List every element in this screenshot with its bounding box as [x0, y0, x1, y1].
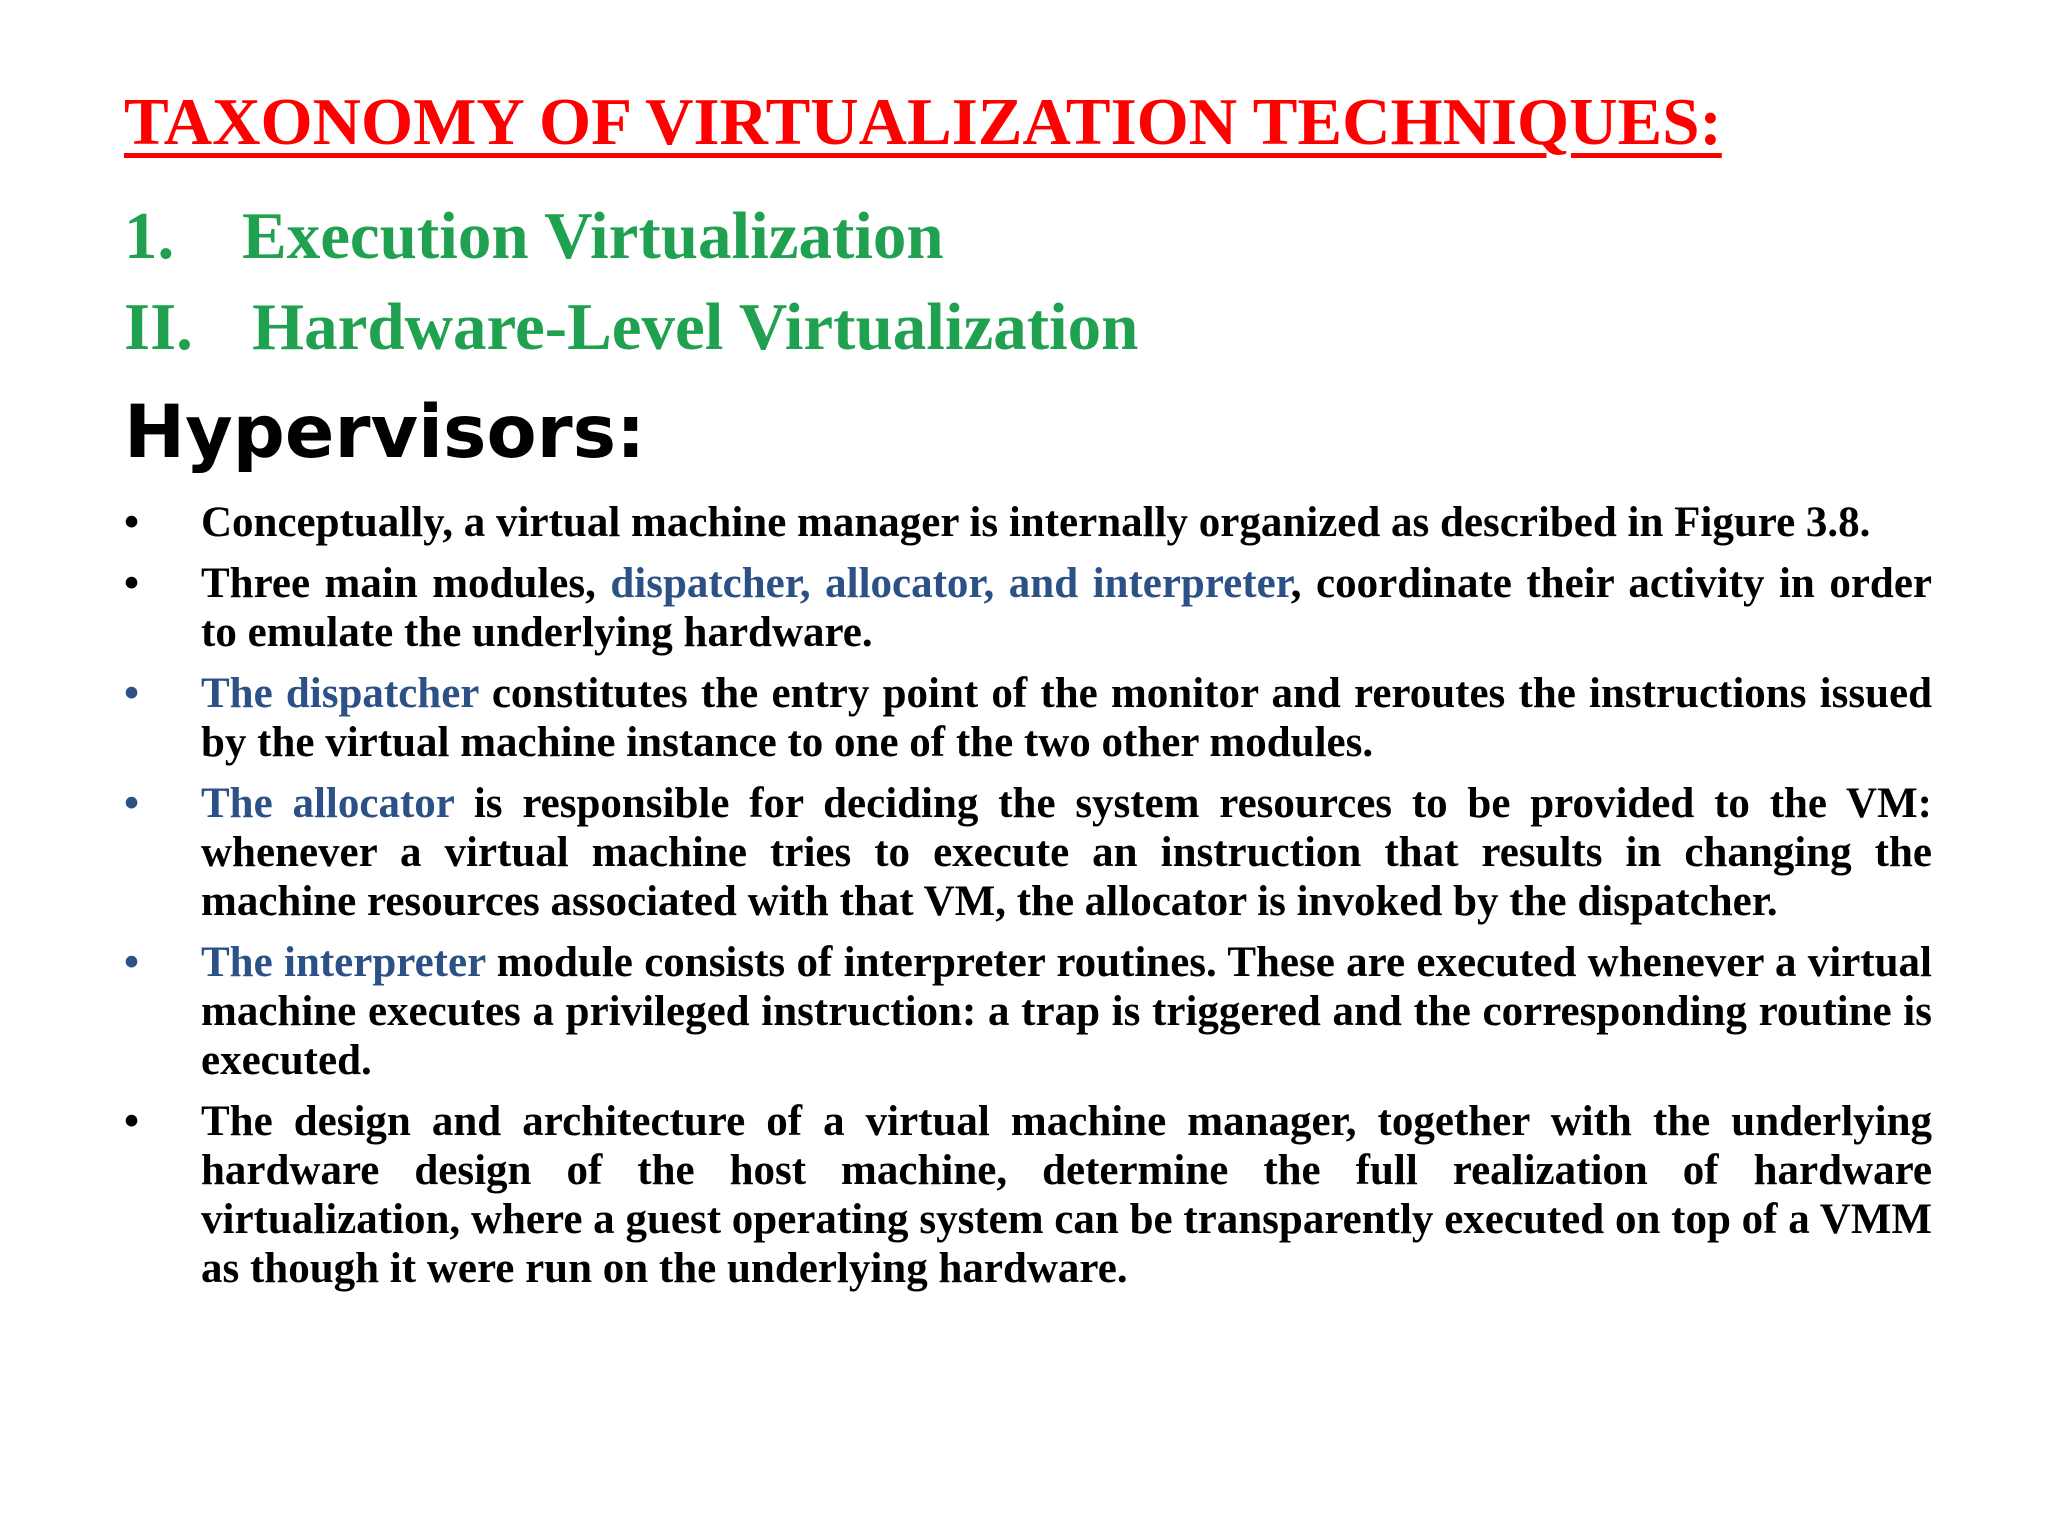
bullet-item: [124, 779, 1932, 926]
subheading-number: 1.: [124, 199, 175, 273]
bullet-text: module consists of interpreter routines. These are executed whenever a virtual machine executes a privileged instruction: a trap is triggered and the corresponding routine is executed.: [201, 939, 1932, 1084]
bullet-highlight: dispatcher, allocator, and interpreter: [610, 560, 1291, 607]
bullet-item: [124, 669, 1932, 767]
bullet-highlight: The dispatcher: [201, 670, 479, 717]
bullet-item: [124, 498, 1932, 547]
bullet-icon: •: [124, 780, 140, 827]
bullet-text: , coordinate their activity in order to emulate the underlying hardware.: [201, 560, 1932, 656]
subheading-execution-virtualization: [124, 196, 944, 276]
bullet-icon: •: [124, 939, 140, 986]
bullet-highlight: The interpreter: [201, 939, 486, 986]
bullet-highlight: The allocator: [201, 780, 455, 827]
bullet-text: is responsible for deciding the system resources to be provided to the VM: whenever a virtual machine tries to execute an instruction that results in changing the machine resources associated with that VM, the allocator is invoked by the dispatcher.: [201, 780, 1932, 925]
bullet-icon: •: [124, 1098, 140, 1145]
bullet-item: [124, 938, 1932, 1085]
bullet-text: constitutes the entry point of the monitor and reroutes the instructions issued by the virtual machine instance to one of the two other modules.: [201, 670, 1932, 766]
bullet-text: The design and architecture of a virtual machine manager, together with the underlying hardware design of the host machine, determine the full realization of hardware virtualization, where a guest operating system can be transparently executed on top of a VMM as though it were run on the underlying hardware.: [201, 1098, 1932, 1292]
bullet-icon: •: [124, 670, 140, 717]
bullet-text-lead: Three main modules,: [201, 560, 611, 607]
bullet-item: [124, 1097, 1932, 1293]
bullet-item: [124, 559, 1932, 657]
subheading-number: II.: [124, 290, 193, 364]
subheading-text: Execution Virtualization: [242, 199, 944, 273]
bullet-icon: •: [124, 560, 140, 607]
slide-title: TAXONOMY OF VIRTUALIZATION TECHNIQUES:: [124, 85, 1722, 159]
bullet-list: [124, 498, 1932, 1305]
subheading-text: Hardware-Level Virtualization: [252, 290, 1139, 364]
subheading-hardware-level-virtualization: [124, 287, 1138, 367]
bullet-text: Conceptually, a virtual machine manager is internally organized as described in Figure 3.8.: [201, 499, 1871, 546]
bullet-icon: •: [124, 499, 140, 546]
section-title-hypervisors: Hypervisors:: [124, 390, 646, 475]
